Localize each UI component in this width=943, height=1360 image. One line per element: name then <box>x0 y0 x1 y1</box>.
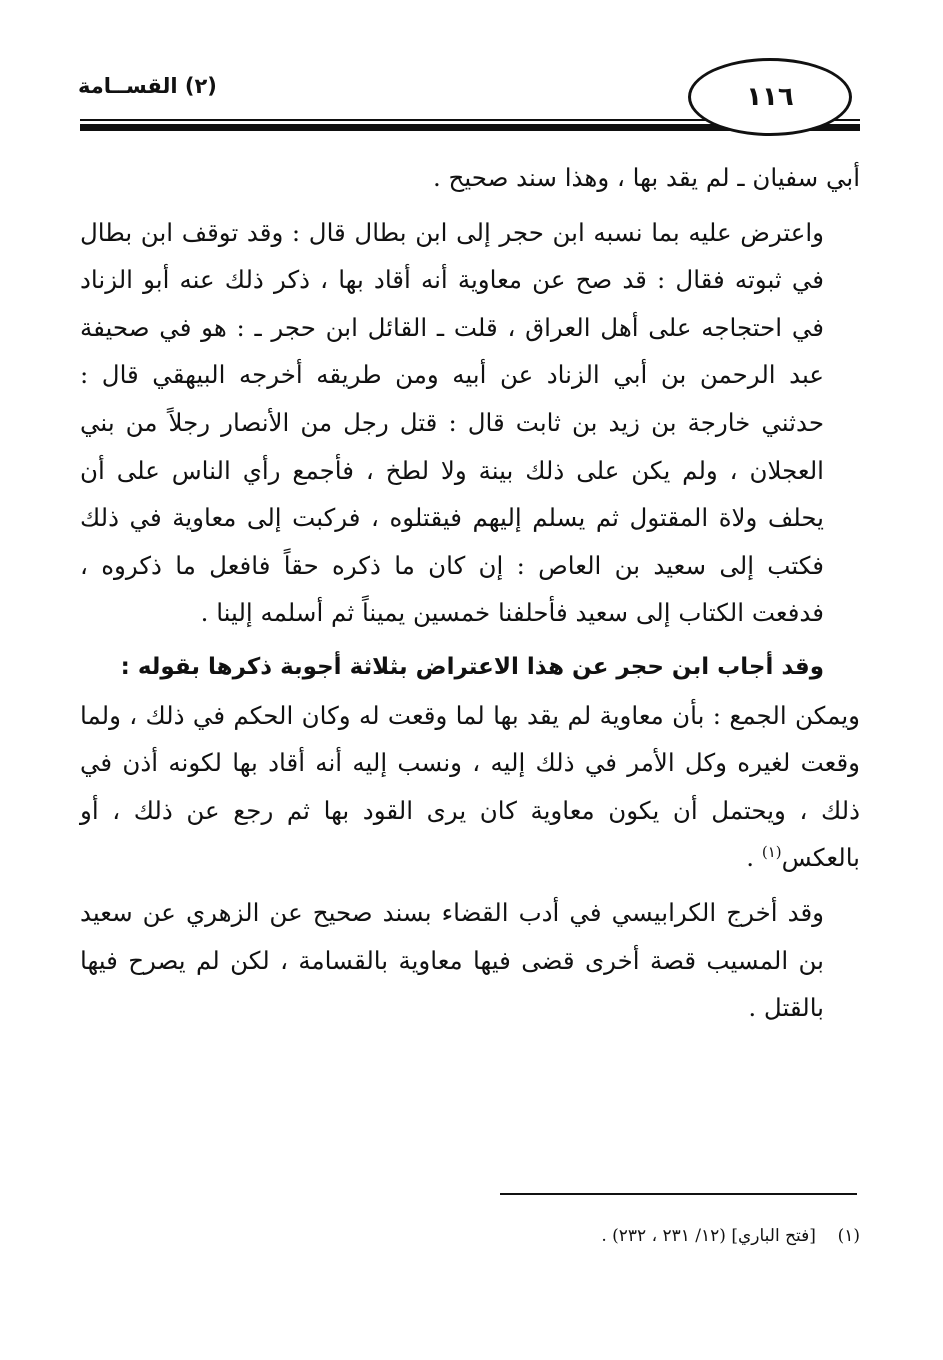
paragraph-1: أبي سفيان ـ لم يقد بها ، وهذا سند صحيح . <box>432 163 860 192</box>
footnote-reference[interactable]: (١) <box>761 843 782 862</box>
page-number-oval <box>688 58 852 136</box>
footnote-separator <box>500 1193 857 1195</box>
footnote-text: [فتح الباري] (١٢/ ٢٣١ ، ٢٣٢) . <box>601 1226 816 1246</box>
main-text <box>80 154 860 1032</box>
running-header-title: (٢) القســامة <box>78 74 217 98</box>
paragraph-5: وقد أخرج الكرابيسي في أدب القضاء بسند صحيح عن الزهري عن سعيد بن المسيب قصة أخرى قضى فيها معاوية بالقسامة ، لكن لم يصرح فيها بالقتل . <box>80 897 824 1023</box>
paragraph-4-text: ويمكن الجمع : بأن معاوية لم يقد بها لما وقعت له وكان الحكم في ذلك ، ولما وقعت لغيره وكل الأمر في ذلك إليه ، ونسب إليه أنه أقاد بها لكونه أذن في ذلك ، ويحتمل أن يكون معاوية كان يرى القود بها ثم رجع عن ذلك ، أو بالعكس <box>80 700 860 873</box>
footnote-marker: (١) <box>837 1226 860 1246</box>
footnote <box>440 1226 860 1246</box>
paragraph-4 <box>80 692 860 882</box>
paragraph-4-period: . <box>746 843 762 873</box>
page-number: ١١٦ <box>746 82 794 112</box>
paragraph-3-heading: وقد أجاب ابن حجر عن هذا الاعتراض بثلاثة أجوبة ذكرها بقوله : <box>120 653 824 680</box>
paragraph-2: واعترض عليه بما نسبه ابن حجر إلى ابن بطال قال : وقد توقف ابن بطال في ثبوته فقال : قد صح عن معاوية أنه أقاد بها ، ذكر ذلك عنه أبو الزناد في احتجاجه على أهل العراق ، قلت ـ القائل ابن حجر ـ : هو في صحيفة عبد الرحمن بن أبي الزناد عن أبيه ومن طريقه أخرجه البيهقي قال : حدثني خارجة بن زيد بن ثابت قال : قتل رجل من الأنصار رجلاً من بني العجلان ، ولم يكن على ذلك بينة ولا لطخ ، فأجمع رأي الناس على أن يحلف ولاة المقتول ثم يسلم إليهم فيقتلوه ، فركبت إلى معاوية في ذلك فكتب إلى سعيد بن العاص : إن كان ما ذكره حقاً فافعل ما ذكروه ، فدفعت الكتاب إلى سعيد فأحلفنا خمسين يميناً ثم أسلمه إلينا . <box>80 217 824 628</box>
